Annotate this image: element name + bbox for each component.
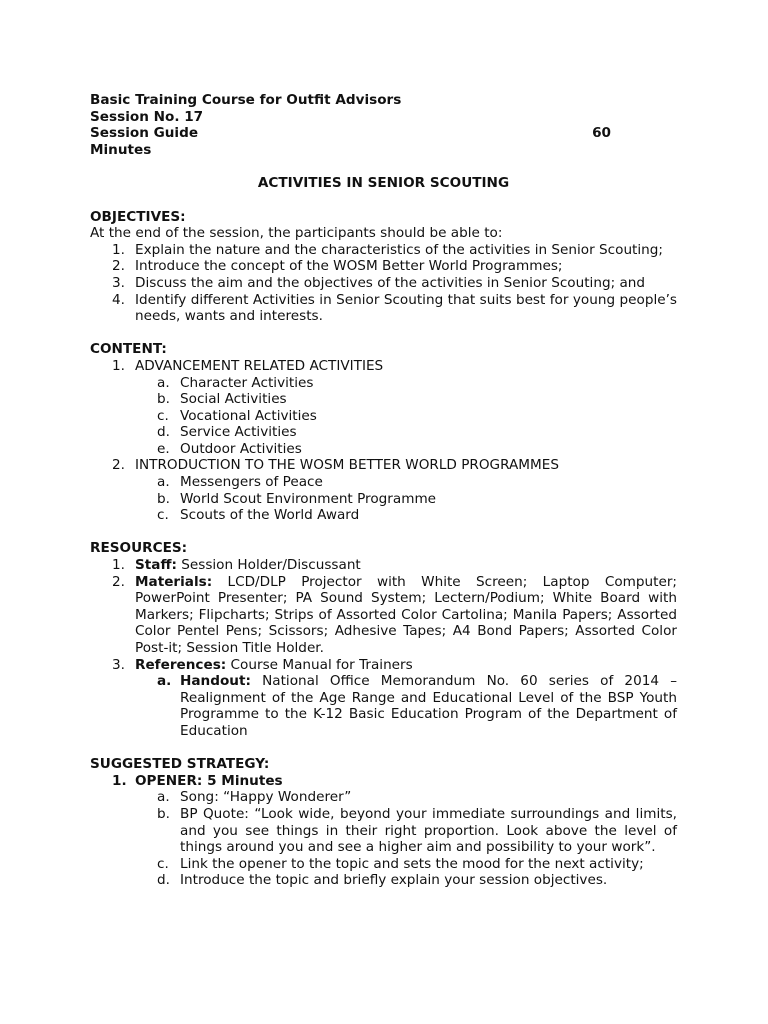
item-text: LCD/DLP Projector with White Screen; Laptop Computer; PowerPoint Presenter; PA Sound System; Lectern/Podium; White Board with Markers; Flipcharts; Strips of Assorted Color Cartolina; Manila Papers; Assorted Color Pentel Pens; Scissors; Adhesive Tapes; A4 Bond Papers; Assorted Color Post-it; Session Title Holder. [135, 573, 677, 656]
resources-section [90, 540, 677, 739]
sub-list-item [135, 806, 677, 856]
item-text: Messengers of Peace [180, 474, 323, 491]
objectives-list [90, 242, 677, 325]
document-title: ACTIVITIES IN SENIOR SCOUTING [257, 175, 510, 192]
list-item [90, 275, 677, 292]
item-letter: e. [157, 440, 170, 457]
item-label: References: [135, 656, 227, 673]
item-text: Song: “Happy Wonderer” [180, 789, 352, 806]
item-letter: a. [157, 789, 170, 806]
list-item [90, 258, 677, 275]
item-number: 2. [112, 258, 125, 275]
session-number: Session No. 17 [90, 108, 204, 125]
item-number: 1. [112, 772, 127, 789]
content-section [90, 341, 677, 524]
item-text: National Office Memorandum No. 60 series of 2014 – Realignment of the Age Range and Educational Level of the BSP Youth Programme to the K-12 Basic Education Program of the Department of Education [180, 673, 677, 739]
sub-list [135, 673, 677, 739]
objectives-section [90, 209, 677, 325]
item-text: Course Manual for Trainers [226, 656, 413, 673]
resources-list [90, 557, 677, 740]
item-text: Identify different Activities in Senior Scouting that suits best for young people’s needs, wants and interests. [135, 291, 677, 325]
item-text: Explain the nature and the characteristics of the activities in Senior Scouting; [135, 241, 663, 258]
item-letter: b. [157, 391, 170, 408]
item-number: 4. [112, 291, 125, 308]
sub-list [135, 789, 677, 889]
sub-list-item [135, 491, 677, 508]
item-number: 1. [112, 241, 125, 258]
item-label: Handout: [180, 673, 251, 690]
objectives-heading: OBJECTIVES: [90, 208, 186, 225]
sub-list-item [135, 673, 677, 739]
item-text: Character Activities [180, 374, 314, 391]
item-text: INTRODUCTION TO THE WOSM BETTER WORLD PROGRAMMES [135, 457, 559, 474]
sub-list-item [135, 424, 677, 441]
item-letter: c. [157, 407, 169, 424]
item-letter: a. [157, 374, 170, 391]
item-text: Link the opener to the topic and sets the mood for the next activity; [180, 855, 644, 872]
item-text: Introduce the topic and briefly explain your session objectives. [180, 872, 608, 889]
document-header [90, 92, 677, 158]
document-page [90, 92, 677, 889]
sub-list [135, 375, 677, 458]
item-number: 2. [112, 573, 125, 590]
session-guide-row [90, 125, 677, 142]
item-text: ADVANCEMENT RELATED ACTIVITIES [135, 357, 384, 374]
session-guide-label: Session Guide [90, 125, 199, 142]
sub-list-item [135, 872, 677, 889]
item-text: Service Activities [180, 424, 297, 441]
strategy-list [90, 773, 677, 889]
sub-list [135, 474, 677, 524]
item-number: 3. [112, 656, 125, 673]
item-text: Outdoor Activities [180, 440, 302, 457]
item-letter: b. [157, 490, 170, 507]
item-number: 2. [112, 457, 125, 474]
sub-list-item [135, 474, 677, 491]
item-number: 3. [112, 274, 125, 291]
course-title: Basic Training Course for Outfit Advisors [90, 92, 402, 108]
item-letter: b. [157, 805, 170, 822]
item-text: Introduce the concept of the WOSM Better World Programmes; [135, 258, 563, 275]
item-letter: c. [157, 507, 169, 524]
item-letter: c. [157, 855, 169, 872]
list-item [90, 557, 677, 574]
content-list [90, 358, 677, 524]
resources-heading: RESOURCES: [90, 540, 188, 557]
item-letter: d. [157, 424, 170, 441]
sub-list-item [135, 391, 677, 408]
sub-list-item [135, 507, 677, 524]
item-label: Staff: [135, 557, 177, 574]
list-item [90, 292, 677, 325]
duration-value: 60 [592, 125, 611, 142]
strategy-heading: SUGGESTED STRATEGY: [90, 756, 270, 773]
item-label: Materials: [135, 573, 213, 590]
item-letter: a. [157, 673, 172, 690]
item-text: BP Quote: “Look wide, beyond your immediate surroundings and limits, and you see things in their right proportion. Look above the level of things around you and see a higher aim and possibility to your work”. [180, 805, 677, 856]
sub-list-item [135, 408, 677, 425]
item-text: Discuss the aim and the objectives of the activities in Senior Scouting; and [135, 274, 646, 291]
sub-list-item [135, 789, 677, 806]
duration-unit: Minutes [90, 141, 152, 158]
item-letter: d. [157, 872, 170, 889]
item-text: Session Holder/Discussant [176, 557, 361, 574]
item-number: 1. [112, 557, 125, 574]
sub-list-item [135, 375, 677, 392]
item-text: Scouts of the World Award [180, 507, 360, 524]
list-item [90, 657, 677, 740]
list-item [90, 358, 677, 458]
item-label: OPENER: 5 Minutes [135, 772, 283, 789]
sub-list-item [135, 441, 677, 458]
content-heading: CONTENT: [90, 341, 167, 358]
item-text: Vocational Activities [180, 407, 317, 424]
item-text: World Scout Environment Programme [180, 490, 437, 507]
item-text: Social Activities [180, 391, 287, 408]
sub-list-item [135, 856, 677, 873]
item-letter: a. [157, 474, 170, 491]
item-number: 1. [112, 357, 125, 374]
strategy-section [90, 756, 677, 889]
list-item [90, 773, 677, 889]
list-item [90, 457, 677, 523]
list-item [90, 242, 677, 259]
objectives-intro: At the end of the session, the participants should be able to: [90, 225, 503, 242]
list-item [90, 574, 677, 657]
